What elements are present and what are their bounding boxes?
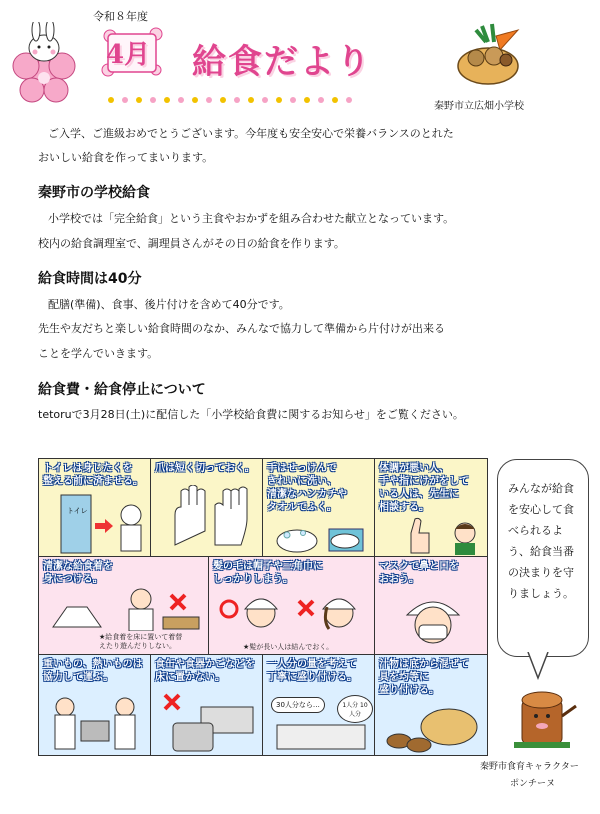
panel-caption: マスクで鼻と口を おおう。 bbox=[379, 561, 459, 585]
panel-toilet bbox=[38, 458, 152, 558]
toilet-door-illustration bbox=[47, 493, 147, 555]
panel-caption: 食缶や食器かごなどを 床に置かない。 bbox=[155, 659, 255, 683]
panel-caption: 体調が悪い人、 手や指にけがをして いる人は、先生に 相談する。 bbox=[379, 463, 469, 513]
panel-caption: 汁物は底から混ぜて 具を均等に 盛り付ける。 bbox=[379, 659, 469, 696]
students-carrying-illustration bbox=[47, 695, 143, 753]
mask-face-illustration bbox=[403, 595, 463, 651]
mascot-caption-line-2: ポンチーヌ bbox=[510, 779, 556, 789]
newsletter-title: 給食だより bbox=[192, 42, 372, 82]
bunny-flower-illustration bbox=[4, 22, 84, 104]
panel-health-check bbox=[374, 458, 488, 558]
title-dot-divider bbox=[108, 88, 378, 94]
svg-text:トイレ: トイレ bbox=[67, 507, 88, 515]
bubble-message: みんなが給食を安心して食べられるよう、給食当番の決まりを守りましょう。 bbox=[508, 482, 574, 600]
panel-soup bbox=[374, 654, 488, 756]
section-1-line-1: 小学校では「完全給食」という主食やおかずを組み合わせた献立となっています。 bbox=[48, 212, 455, 225]
hair-cap-illustration bbox=[215, 591, 371, 641]
section-3-line-1: tetoruで3月28日(土)に配信した「小学校給食費に関するお知らせ」をご覧ください。 bbox=[38, 408, 464, 421]
section-2-line-1: 配膳(準備)、食事、後片付けを含めて40分です。 bbox=[48, 298, 290, 311]
panel-nails bbox=[150, 458, 264, 558]
ponchine-mascot-illustration bbox=[508, 686, 582, 750]
section-2-line-3: ことを学んでいきます。 bbox=[38, 347, 159, 360]
panel-caption: 一人分の量を考えて 丁寧に盛り付ける。 bbox=[267, 659, 357, 683]
panel-note: ★給食着を床に置いて着替 えたり遊んだりしない。 bbox=[99, 633, 183, 650]
intro-line-2: おいしい給食を作ってまいります。 bbox=[38, 151, 214, 164]
serving-pot-illustration bbox=[273, 721, 369, 753]
speech-bubble-portion: 30人分なら… bbox=[271, 697, 325, 713]
vegetable-basket-illustration bbox=[452, 22, 524, 88]
uniform-illustration bbox=[45, 587, 205, 631]
section-heading-school-lunch: 秦野市の学校給食 bbox=[38, 185, 150, 201]
injured-finger-illustration bbox=[405, 517, 485, 555]
panel-caption: 清潔な給食着を 身につける。 bbox=[43, 561, 113, 585]
section-2-line-2: 先生や友だちと楽しい給食時間のなか、みんなで協力して準備から片付けが出来る bbox=[38, 322, 445, 335]
hands-illustration bbox=[165, 485, 255, 553]
month-label: 4月 bbox=[106, 40, 151, 70]
panel-no-floor bbox=[150, 654, 264, 756]
washing-hands-illustration bbox=[273, 525, 369, 555]
section-heading-lunch-time: 給食時間は40分 bbox=[38, 271, 142, 287]
speech-bubble-count: 1人分 10人分 bbox=[337, 695, 373, 723]
character-speech-bubble bbox=[497, 459, 589, 657]
panel-caption: 髪の毛は帽子や三角巾に しっかりしまう。 bbox=[213, 561, 323, 585]
panel-hair bbox=[208, 556, 376, 656]
panel-caption: 重いもの、熱いものは 協力して運ぶ。 bbox=[43, 659, 143, 683]
panel-caption: トイレは身じたくを 整える前に済ませる。 bbox=[43, 463, 143, 487]
panel-lunch-uniform bbox=[38, 556, 210, 656]
mascot-caption-line-1: 秦野市食育キャラクター bbox=[480, 762, 579, 772]
panel-note: ★髪が長い人は結んでおく。 bbox=[243, 643, 334, 651]
section-heading-lunch-fee: 給食費・給食停止について bbox=[38, 382, 206, 398]
panel-caption: 手はせっけんで きれいに洗い、 清潔なハンカチや タオルでふく。 bbox=[267, 463, 347, 513]
panel-handwash bbox=[262, 458, 376, 558]
panel-portioning bbox=[262, 654, 376, 756]
panel-carry-together bbox=[38, 654, 152, 756]
school-name: 秦野市立広畑小学校 bbox=[434, 101, 524, 112]
soup-bowls-illustration bbox=[383, 705, 481, 753]
newsletter-title-block bbox=[100, 20, 390, 90]
food-container-illustration bbox=[159, 691, 259, 753]
bubble-tail bbox=[524, 652, 554, 680]
section-1-line-2: 校内の給食調理室で、調理員さんがその日の給食を作ります。 bbox=[38, 237, 345, 250]
fiscal-year-label: 令和８年度 bbox=[93, 10, 148, 23]
panel-caption: 爪は短く切っておく。 bbox=[155, 463, 255, 474]
intro-line-1: ご入学、ご進級おめでとうございます。今年度も安全安心で栄養バランスのとれた bbox=[48, 127, 454, 140]
panel-mask bbox=[374, 556, 488, 656]
